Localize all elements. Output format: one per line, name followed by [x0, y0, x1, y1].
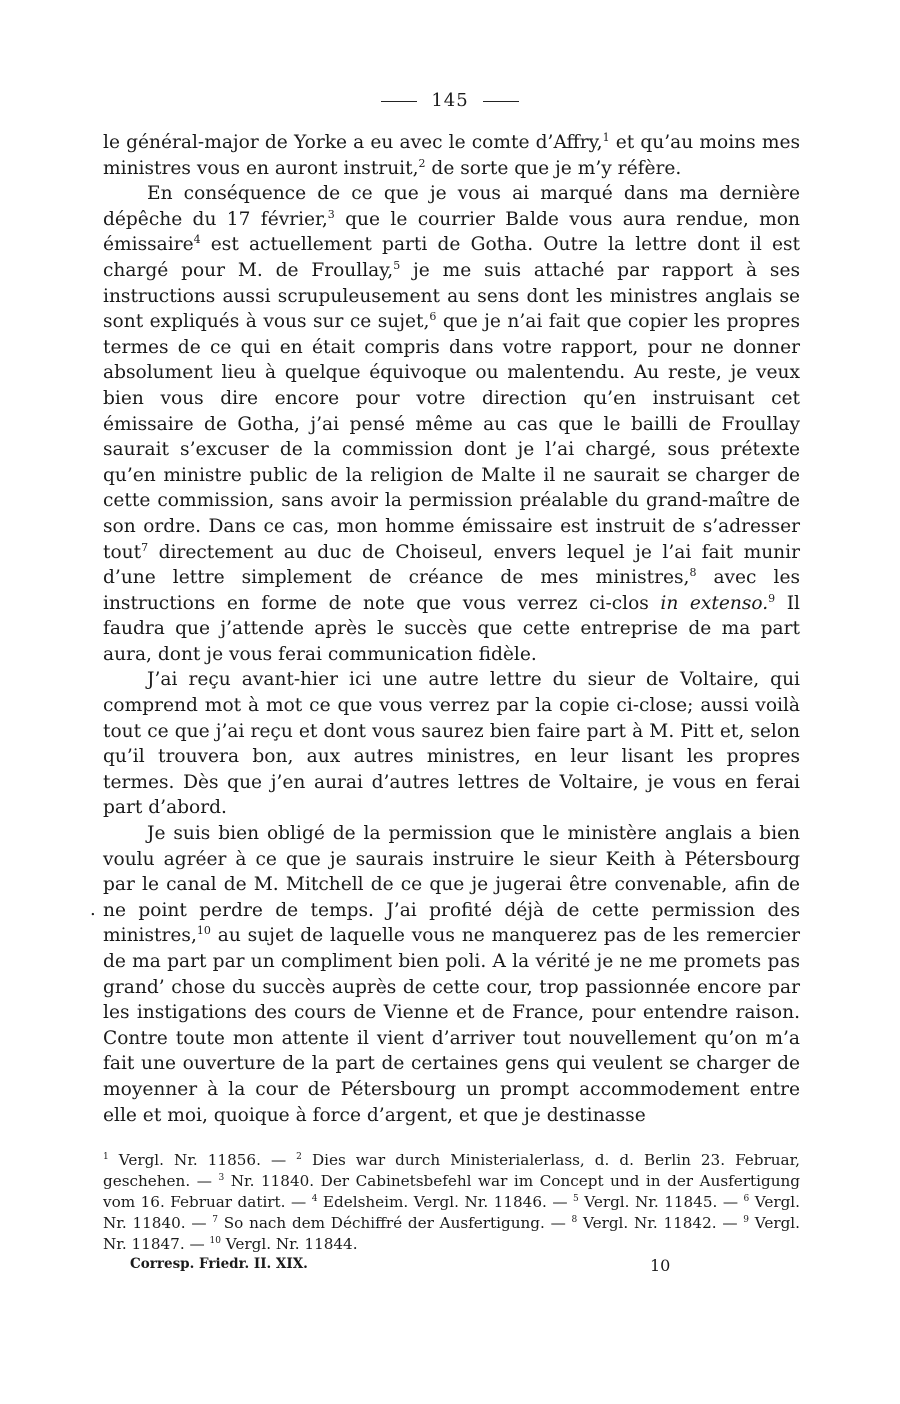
header-rule-left [381, 101, 417, 102]
text-run: Vergl. Nr. 11842. — [577, 1214, 744, 1232]
text-run: je me suis attaché par rapport à ses instructions aussi scrupuleusement au sens dont les ministres anglais se sont expliqués à vous sur ce sujet, [103, 259, 801, 333]
text-run: Vergl. Nr. 11844. [220, 1235, 358, 1253]
text-run: Dies war durch Ministerialerlass, d. d. Berlin 23. Februar, geschehen. — [103, 1151, 800, 1190]
text-run: Vergl. Nr. 11856. — [108, 1151, 297, 1169]
text-run: So nach dem Déchiffré der Ausfertigung. — [218, 1214, 572, 1232]
footnote-ref: 8 [689, 565, 697, 579]
text-run: Vergl. Nr. 11840. — [103, 1193, 800, 1232]
margin-mark: . [90, 899, 96, 920]
sheet-signature: 10 [650, 1256, 671, 1275]
text-run: avec les instructions en forme de note que vous verrez ci-clos [103, 567, 800, 614]
text-run: Edelsheim. Vergl. Nr. 11846. — [317, 1193, 574, 1211]
footnote-ref: 5 [393, 258, 401, 272]
footer-source: Corresp. Friedr. II. XIX. [130, 1256, 308, 1272]
footnote-ref: 8 [571, 1214, 578, 1225]
text-run: Je suis bien obligé de la permission que le ministère anglais a bien voulu agréer à ce que je saurais instruire le sieur Keith à Pétersbourg par le canal de M. Mitchell de ce que je jugerai être convenable, afin de ne point perdre de temps. J’ai profité déjà de cette permission des ministres, [103, 823, 800, 947]
page-number: 145 [431, 90, 469, 111]
text-run: au sujet de laquelle vous ne manquerez pas de les remercier de ma part par un compliment bien poli. A la vérité je ne me promets pas grand’ chose du succès auprès de cette cour, trop passionnée encore par les instigations des cours de Vienne et de France, pour entendre raison. Contre toute mon attente il vient d’arriver tout nouvellement qu’on m’a fait une ouverture de la part de certaines gens qui veulent se charger de moyenner à la cour de Pétersbourg un prompt accommodement entre elle et moi, quoique à force d’argent, et que je destinasse [103, 925, 800, 1126]
footnote-ref: 2 [296, 1151, 302, 1162]
footnote-ref: 4 [193, 233, 201, 247]
text-run: est actuellement parti de Gotha. Outre la lettre dont il est chargé pour M. de Froullay, [103, 234, 800, 281]
text-run: de sorte que je m’y réfère. [425, 157, 682, 179]
footnote-ref: 7 [212, 1214, 219, 1225]
text-run: Vergl. Nr. 11845. — [578, 1193, 744, 1211]
paragraph [103, 821, 800, 1128]
text-run: et qu’au moins mes ministres vous en auront instruit, [103, 132, 800, 179]
text-run: Nr. 11840. Der Cabinetsbefehl war im Concept und in der Ausfertigung vom 16. Februar datirt. — [103, 1172, 800, 1211]
footnotes [103, 1150, 800, 1255]
text-run: Vergl. Nr. 11847. — [103, 1214, 800, 1253]
header-rule-right [483, 101, 519, 102]
text-run: directement au duc de Choiseul, envers lequel je l’ai fait munir d’une lettre simplement de créance de mes ministres, [103, 541, 800, 589]
text-run: J’ai reçu avant-hier ici une autre lettre du sieur de Voltaire, qui comprend mot à mot ce que vous verrez par la copie ci-close; aussi voilà tout ce que j’ai reçu et dont vous saurez bien faire part à M. Pitt et, selon qu’il trouvera bon, aux autres ministres, en leur lisant les propres termes. Dès que j’en aurai d’autres lettres de Voltaire, je vous en ferai part d’abord. [103, 669, 800, 819]
page-header [0, 90, 900, 111]
italic-text: in extenso. [660, 592, 769, 614]
footnote-ref: 6 [743, 1193, 750, 1204]
paragraph [103, 130, 800, 181]
text-run: le général-major de Yorke a eu avec le comte d’Affry, [103, 132, 603, 153]
footnote-ref: 3 [327, 207, 335, 221]
text-run: En conséquence de ce que je vous ai marqué dans ma dernière dépêche du 17 février, [103, 183, 800, 230]
text-run: que je n’ai fait que copier les propres termes de ce qui en était compris dans votre rapport, pour ne donner absolument lieu à quelque équivoque ou malentendu. Au reste, je veux bien vous dire encore pour votre direction qu’en instruisant cet émissaire de Gotha, j’ai pensé même au cas que le bailli de Froullay saurait s’excuser de la commission dont je l’ai chargé, sous prétexte qu’en ministre public de la religion de Malte il ne saurait se charger de cette commission, sans avoir la permission préalable du grand-maître de son ordre. Dans ce cas, mon homme émissaire est instruit de s’adresser tout [103, 311, 800, 563]
footnote-ref: 7 [141, 540, 149, 554]
footnote-ref: 6 [429, 309, 437, 323]
footnote-ref: 3 [218, 1172, 225, 1183]
page-footer [130, 1256, 690, 1275]
paragraph [103, 181, 800, 667]
footnote-ref: 9 [768, 591, 776, 605]
footnote-ref: 9 [743, 1214, 750, 1225]
letter-body [103, 130, 800, 1128]
footnote-ref: 10 [196, 924, 211, 938]
text-run: que le courrier Balde vous aura rendue, mon émissaire [103, 208, 800, 256]
text-run: Il faudra que j’attende après le succès que cette entreprise de ma part aura, dont je vous ferai communication fidèle. [103, 592, 801, 665]
footnote-ref: 10 [209, 1235, 221, 1246]
footnote-ref: 4 [311, 1193, 318, 1204]
footnote-ref: 5 [573, 1193, 579, 1204]
paragraph [103, 667, 800, 821]
footnote-ref: 2 [418, 156, 426, 170]
footnote-ref: 1 [103, 1151, 109, 1162]
footnote-ref: 1 [602, 130, 610, 144]
